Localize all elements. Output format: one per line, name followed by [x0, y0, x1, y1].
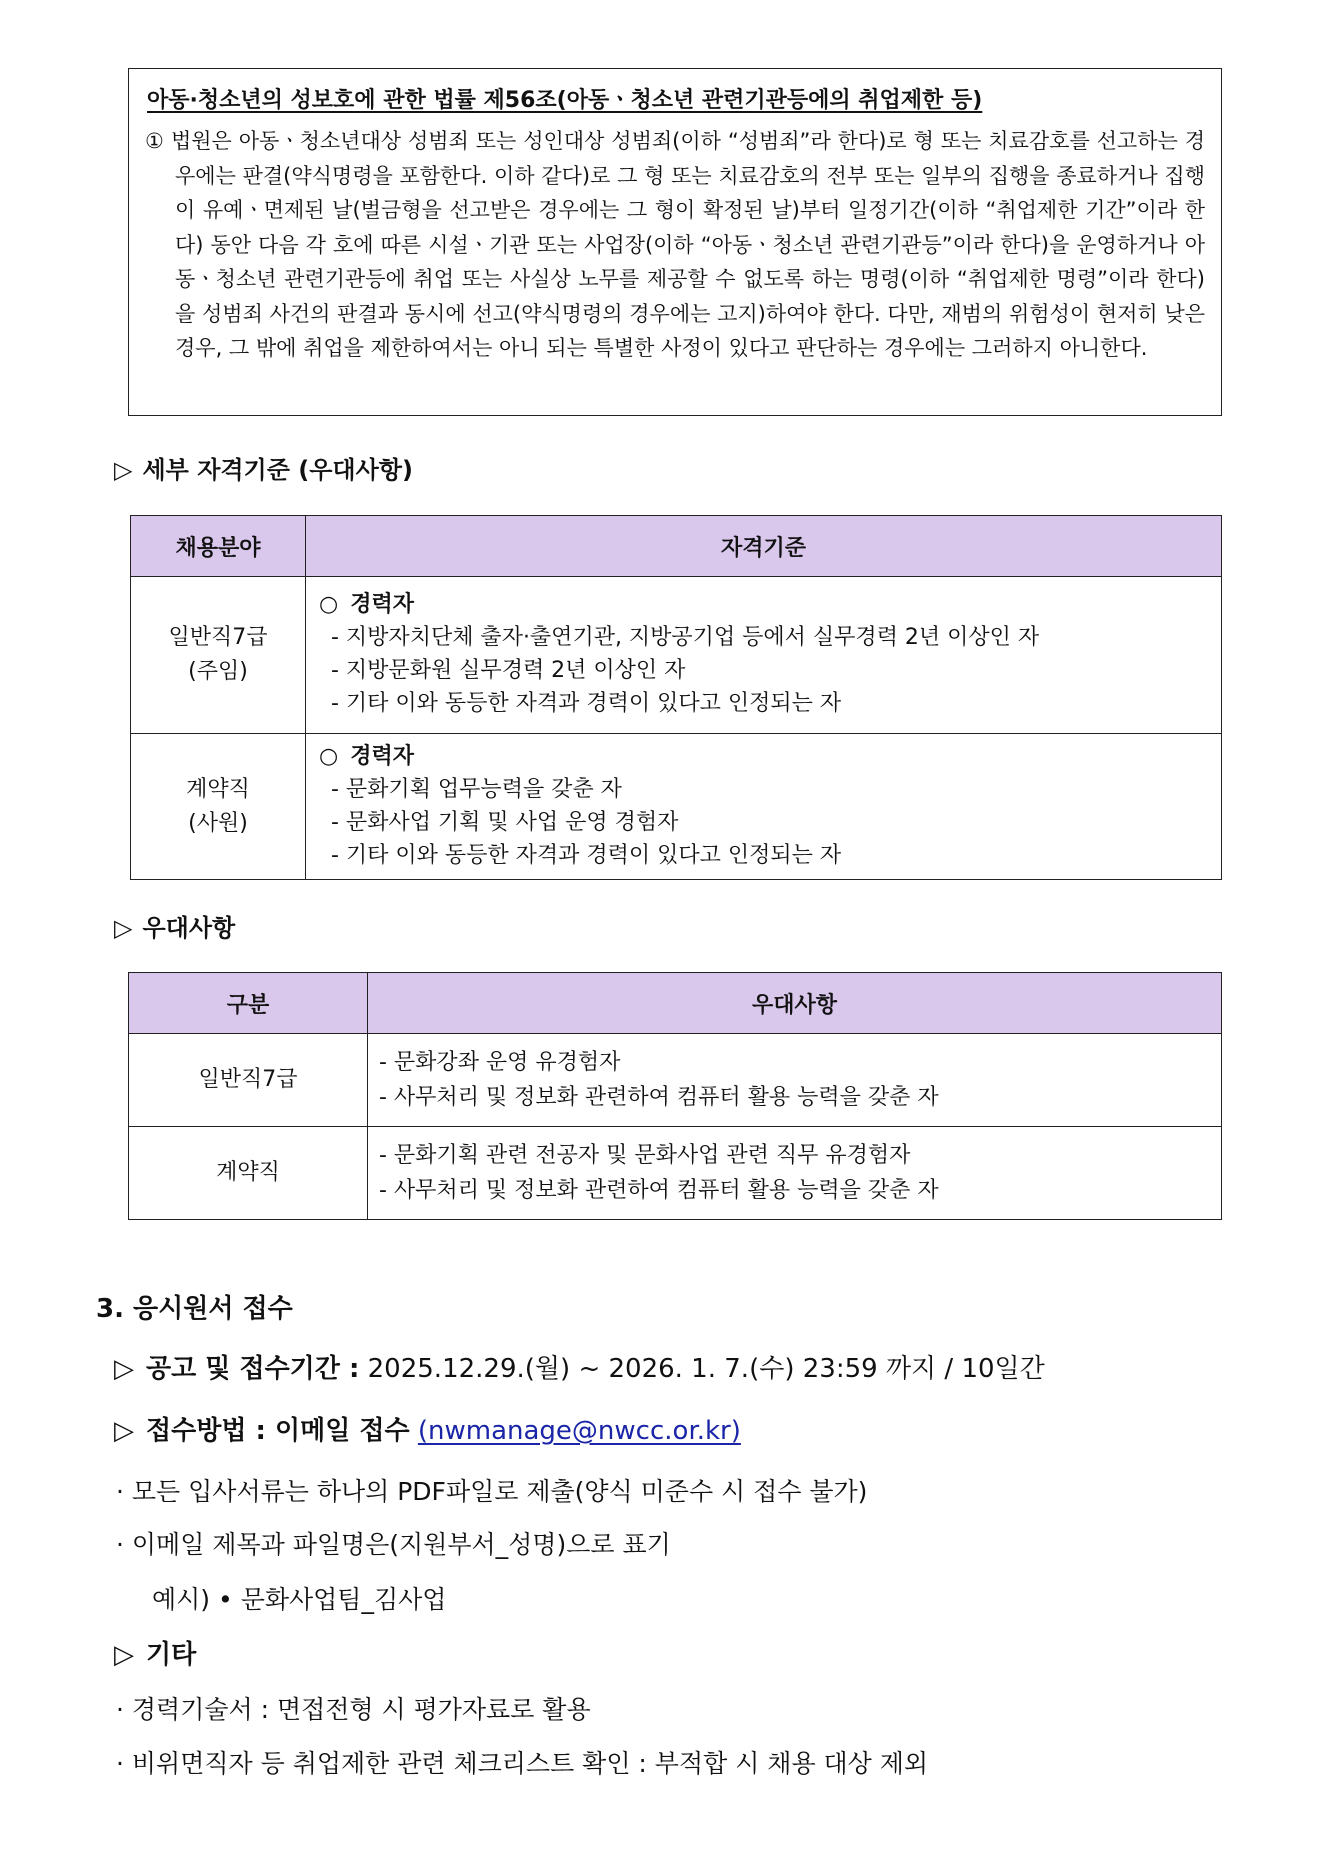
- law-excerpt-box: [128, 68, 1222, 416]
- field-cell: 계약직 (사원): [131, 734, 306, 880]
- triangle-marker-icon: ▷: [114, 1640, 134, 1670]
- type-cell: 일반직7급: [129, 1034, 368, 1127]
- col-header-field: 채용분야: [131, 516, 306, 577]
- preferences-heading: ▷ 우대사항: [114, 914, 236, 942]
- etc-heading: ▷ 기타: [114, 1640, 197, 1670]
- law-title: 아동·청소년의 성보호에 관한 법률 제56조(아동ㆍ청소년 관련기관등에의 취업제한 등): [147, 88, 983, 113]
- preference-item: - 사무처리 및 정보화 관련하여 컴퓨터 활용 능력을 갖춘 자: [379, 1085, 939, 1110]
- triangle-marker-icon: ▷: [114, 1416, 134, 1446]
- preference-item: - 문화기획 관련 전공자 및 문화사업 관련 직무 유경험자: [379, 1143, 911, 1168]
- criteria-item: - 기타 이와 동등한 자격과 경력이 있다고 인정되는 자: [331, 842, 842, 868]
- application-method: [114, 1410, 741, 1447]
- table-row: [131, 734, 1222, 880]
- preference-item: - 사무처리 및 정보화 관련하여 컴퓨터 활용 능력을 갖춘 자: [379, 1178, 939, 1203]
- qualifications-heading: ▷ 세부 자격기준 (우대사항): [114, 456, 413, 484]
- type-cell: 계약직: [129, 1127, 368, 1220]
- period-label: 공고 및 접수기간 :: [146, 1354, 360, 1384]
- application-period: [114, 1348, 1045, 1385]
- triangle-marker-icon: ▷: [114, 914, 133, 942]
- etc-note-career: · 경력기술서 : 면접전형 시 평가자료로 활용: [116, 1695, 591, 1724]
- table-row: [129, 1034, 1222, 1127]
- col-header-criteria: 자격기준: [306, 516, 1222, 577]
- table-header-row: [129, 973, 1222, 1034]
- section-3-heading: 3. 응시원서 접수: [96, 1294, 293, 1324]
- preference-item: - 문화강좌 운영 유경험자: [379, 1050, 621, 1075]
- note-pdf: · 모든 입사서류는 하나의 PDF파일로 제출(양식 미준수 시 접수 불가): [116, 1477, 868, 1506]
- email-link[interactable]: (nwmanage@nwcc.or.kr): [417, 1416, 741, 1446]
- circle-bullet-icon: ○: [319, 743, 339, 769]
- criteria-item: - 지방자치단체 출자·출연기관, 지방공기업 등에서 실무경력 2년 이상인 자: [331, 625, 1040, 650]
- criteria-item: - 기타 이와 동등한 자격과 경력이 있다고 인정되는 자: [331, 691, 842, 716]
- table-row: [131, 577, 1222, 734]
- etc-note-checklist: · 비위면직자 등 취업제한 관련 체크리스트 확인 : 부적합 시 채용 대상 제외: [116, 1749, 929, 1778]
- criteria-head: ○ 경력자: [319, 592, 414, 617]
- preference-cell: [368, 1127, 1222, 1220]
- table-row: [129, 1127, 1222, 1220]
- criteria-cell: [306, 734, 1222, 880]
- criteria-item: - 문화사업 기획 및 사업 운영 경험자: [331, 809, 679, 835]
- table-header-row: [131, 516, 1222, 577]
- criteria-head: ○ 경력자: [319, 743, 414, 769]
- criteria-cell: [306, 577, 1222, 734]
- triangle-marker-icon: ▷: [114, 456, 133, 484]
- triangle-marker-icon: ▷: [114, 1354, 134, 1384]
- preferences-table: [128, 972, 1222, 1220]
- col-header-preference: 우대사항: [368, 973, 1222, 1034]
- note-example: 예시) • 문화사업팀_김사업: [152, 1585, 447, 1614]
- circle-bullet-icon: ○: [319, 592, 339, 617]
- preference-cell: [368, 1034, 1222, 1127]
- criteria-item: - 문화기획 업무능력을 갖춘 자: [331, 776, 622, 802]
- qualifications-table: [130, 515, 1222, 880]
- note-filename: · 이메일 제목과 파일명은(지원부서_성명)으로 표기: [116, 1530, 671, 1559]
- field-cell: 일반직7급 (주임): [131, 577, 306, 734]
- criteria-item: - 지방문화원 실무경력 2년 이상인 자: [331, 658, 686, 683]
- col-header-type: 구분: [129, 973, 368, 1034]
- period-value: 2025.12.29.(월) ~ 2026. 1. 7.(수) 23:59 까지 / 10일간: [367, 1354, 1045, 1384]
- method-label: 접수방법 : 이메일 접수: [146, 1416, 410, 1446]
- law-body: ① 법원은 아동ㆍ청소년대상 성범죄 또는 성인대상 성범죄(이하 “성범죄”라 한다)로 형 또는 치료감호를 선고하는 경우에는 판결(약식명령을 포함한다. 이하 같다)로 그 형 또는 치료감호의 전부 또는 일부의 집행을 종료하거나 집행이 유예ㆍ면제된 날(벌금형을 선고받은 경우에는 그 형이 확정된 날)부터 일정기간(이하 “취업제한 기간”이라 한다) 동안 다음 각 호에 따른 시설ㆍ기관 또는 사업장(이하 “아동ㆍ청소년 관련기관등”이라 한다)을 운영하거나 아동ㆍ청소년 관련기관등에 취업 또는 사실상 노무를 제공할 수 없도록 하는 명령(이하 “취업제한 명령”이라 한다)을 성범죄 사건의 판결과 동시에 선고(약식명령의 경우에는 고지)하여야 한다. 다만, 재범의 위험성이 현저히 낮은 경우, 그 밖에 취업을 제한하여서는 아니 되는 특별한 사정이 있다고 판단하는 경우에는 그러하지 아니한다.: [145, 129, 1205, 360]
